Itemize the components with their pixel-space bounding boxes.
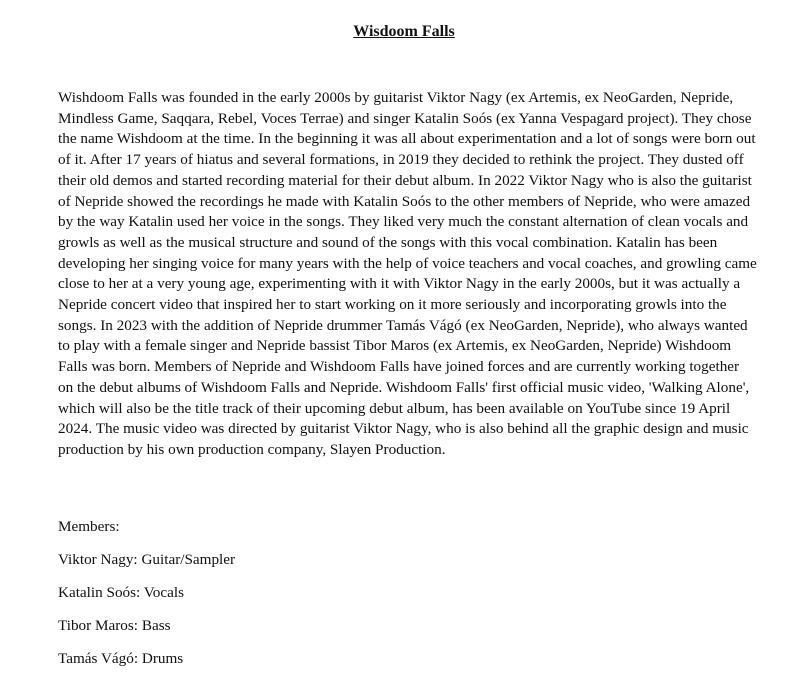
member-line: Tamás Vágó: Drums	[58, 650, 184, 667]
members-heading: Members:	[58, 518, 120, 535]
member-line: Katalin Soós: Vocals	[58, 584, 184, 601]
biography-paragraph: Wishdoom Falls was founded in the early 2000s by guitarist Viktor Nagy (ex Artemis, ex NeoGarden, Nepride, Mindless Game, Saqqara, Rebel, Voces Terrae) and singer Katalin Soós (ex Yanna Vespagard project). They chose the name Wishdoom at the time. In the beginning it was all about experimentation and a lot of songs were born out of it. After 17 years of hiatus and several formations, in 2019 they decided to rethink the project. They dusted off their old demos and started recording material for their debut album. In 2022 Viktor Nagy who is also the guitarist of Nepride showed the recordings he made with Katalin Soós to the other members of Nepride, who were amazed by the way Katalin used her voice in the songs. They liked very much the constant alternation of clean vocals and growls as well as the musical structure and sound of the songs with this vocal combination. Katalin has been developing her singing voice for many years with the help of voice teachers and vocal coaches, and growling came close to her at a very young age, experimenting with it with Viktor Nagy in the early 2000s, but it was actually a Nepride concert video that inspired her to start working on it more seriously and incorporating growls into the songs. In 2023 with the addition of Nepride drummer Tamás Vágó (ex NeoGarden, Nepride), who always wanted to play with a female singer and Nepride bassist Tibor Maros (ex Artemis, ex NeoGarden, Nepride) Wishdoom Falls was born. Members of Nepride and Wishdoom Falls have joined forces and are currently working together on the debut albums of Wishdoom Falls and Nepride. Wishdoom Falls' first official music video, 'Walking Alone', which will also be the title track of their upcoming debut album, has been available on YouTube since 19 April 2024. The music video was directed by guitarist Viktor Nagy, who is also behind all the graphic design and music production by his own production company, Slayen Production.	[58, 89, 757, 458]
document-title: Wisdoom Falls	[353, 23, 455, 40]
member-line: Tibor Maros: Bass	[58, 617, 171, 634]
document-body	[58, 88, 758, 461]
member-line: Viktor Nagy: Guitar/Sampler	[58, 551, 236, 568]
